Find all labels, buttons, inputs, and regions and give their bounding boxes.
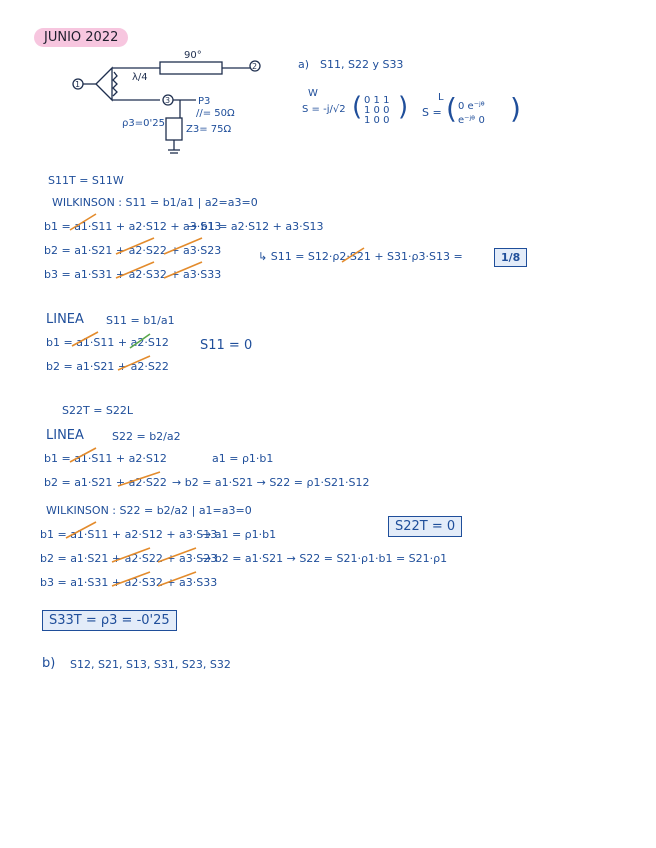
linea1-label: LINEA: [46, 312, 84, 327]
lambda-label: λ/4: [132, 72, 148, 83]
linea1-eq: S11 = b1/a1: [106, 314, 175, 327]
matrix-w-sup: W: [308, 88, 318, 99]
s22-linea-label: LINEA: [46, 428, 84, 443]
s22-b2: b2 = a1·S21 + a2·S22: [44, 476, 167, 489]
matrix-w-bracket-right: ): [398, 92, 409, 122]
s11-b3: b3 = a1·S31 + a2·S32 + a3·S33: [44, 268, 222, 281]
s11-wilkinson: WILKINSON : S11 = b1/a1 | a2=a3=0: [52, 196, 258, 209]
part-b-label: b): [42, 656, 56, 671]
zo-label: //= 50Ω: [196, 108, 235, 119]
p3-arrow-label: P3: [198, 96, 211, 107]
matrix-w-body: 0 1 1 1 0 0 1 0 0: [364, 95, 390, 126]
s33-result-box: S33T = ρ3 = -0'25: [42, 610, 177, 631]
s11-b1: b1 = a1·S11 + a2·S12 + a3·S13: [44, 220, 222, 233]
s22-a1-eq: a1 = ρ1·b1: [212, 452, 274, 465]
port-3-label: 3: [165, 96, 171, 105]
s11-eq1: S11T = S11W: [48, 174, 124, 187]
part-a-params: S11, S22 y S33: [320, 58, 404, 71]
s22-eq1: S22T = S22L: [62, 404, 134, 417]
s22-wilkinson: WILKINSON : S22 = b2/a2 | a1=a3=0: [46, 504, 252, 517]
s22-wb1: b1 = a1·S11 + a2·S12 + a3·S13: [40, 528, 218, 541]
linea1-b1: b1 = a1·S11 + a2·S12: [46, 336, 169, 349]
s11-arrow-result: ↳ S11 = S12·ρ2·S21 + S31·ρ3·S13 =: [258, 250, 463, 263]
part-b-params: S12, S21, S13, S31, S23, S32: [70, 658, 231, 671]
linea1-result: S11 = 0: [200, 338, 253, 353]
s22-b2-result: → b2 = a1·S21 → S22 = ρ1·S21·S12: [172, 476, 370, 489]
s22-b1: b1 = a1·S11 + a2·S12: [44, 452, 167, 465]
s11-result-box: 1/8: [494, 248, 527, 267]
matrix-w-bracket-left: (: [352, 92, 363, 122]
port-1-label: 1: [75, 80, 81, 89]
s11-b2: b2 = a1·S21 + a2·S22 + a3·S23: [44, 244, 222, 257]
s22-wb1-result: → a1 = ρ1·b1: [202, 528, 277, 541]
matrix-l-bracket-right: ): [510, 92, 521, 125]
matrix-w-label: S = -j/√2: [302, 104, 346, 115]
matrix-l-sup: L: [438, 92, 444, 103]
s22-wb2: b2 = a1·S21 + a2·S22 + a3·S23: [40, 552, 218, 565]
matrix-l-label: S =: [422, 106, 442, 119]
z3-label: Z3= 75Ω: [186, 124, 232, 135]
linea1-b2: b2 = a1·S21 + a2·S22: [46, 360, 169, 373]
s22-result-box: S22T = 0: [388, 516, 462, 537]
s22-linea-eq: S22 = b2/a2: [112, 430, 181, 443]
s11-b1-result: → b1 = a2·S12 + a3·S13: [188, 220, 324, 233]
part-a-label: a): [298, 58, 310, 71]
angle-label: 90°: [184, 50, 202, 61]
rho3-label: ρ3=0'25: [122, 118, 165, 129]
s22-wb2-result: → b2 = a1·S21 → S22 = S21·ρ1·b1 = S21·ρ1: [202, 552, 448, 565]
matrix-l-bracket-left: (: [446, 92, 457, 125]
page-title: JUNIO 2022: [34, 28, 128, 47]
port-2-label: 2: [252, 62, 258, 71]
s22-wb3: b3 = a1·S31 + a2·S32 + a3·S33: [40, 576, 218, 589]
matrix-l-body: 0 e⁻ʲᶿ e⁻ʲᶿ 0: [458, 101, 485, 126]
